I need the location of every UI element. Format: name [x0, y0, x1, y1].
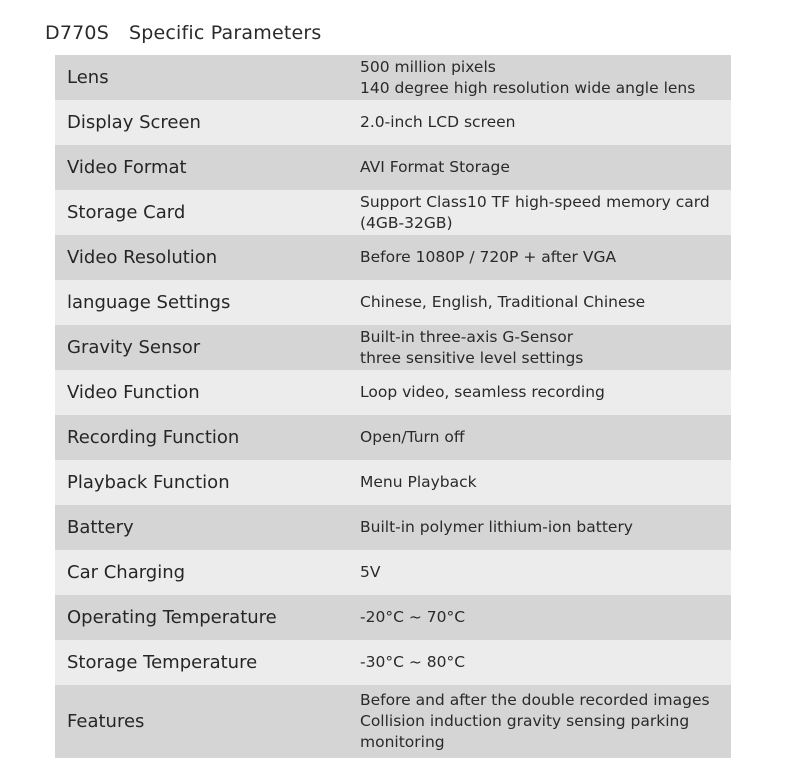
spec-label: language Settings — [67, 292, 231, 313]
spec-table-body — [55, 55, 731, 758]
spec-label: Video Format — [67, 157, 187, 178]
table-row — [55, 640, 731, 685]
table-row — [55, 550, 731, 595]
spec-value-line: monitoring — [360, 733, 445, 751]
spec-value-line: (4GB-32GB) — [360, 213, 453, 232]
spec-value — [360, 550, 731, 595]
spec-label: Features — [67, 711, 145, 732]
spec-value — [360, 100, 731, 145]
spec-value — [360, 640, 731, 685]
spec-value-line: Chinese, English, Traditional Chinese — [360, 293, 646, 311]
spec-value — [360, 505, 731, 550]
spec-value-line: Before and after the double recorded images — [360, 691, 710, 709]
spec-value-line: Built-in three-axis G-Sensor — [360, 327, 574, 346]
table-row — [55, 280, 731, 325]
spec-value — [360, 415, 731, 460]
spec-value-line: -20°C ~ 70°C — [360, 608, 466, 626]
spec-label: Lens — [67, 67, 109, 88]
table-row — [55, 190, 731, 235]
table-row — [55, 460, 731, 505]
table-row — [55, 55, 731, 100]
spec-value — [360, 685, 731, 758]
spec-value-line: 140 degree high resolution wide angle lens — [360, 78, 696, 97]
title-text: Specific Parameters — [128, 22, 322, 44]
spec-value-line: Loop video, seamless recording — [360, 383, 605, 401]
table-row — [55, 505, 731, 550]
table-row — [55, 235, 731, 280]
spec-label: Recording Function — [67, 427, 240, 448]
spec-value — [360, 190, 731, 235]
spec-value — [360, 325, 731, 370]
table-row — [55, 685, 731, 758]
table-row — [55, 370, 731, 415]
spec-value-line: Collision induction gravity sensing parking — [360, 712, 690, 730]
spec-value-line: three sensitive level settings — [360, 348, 584, 367]
spec-label: Display Screen — [67, 112, 201, 133]
spec-value — [360, 235, 731, 280]
spec-value-line: 2.0-inch LCD screen — [360, 113, 516, 131]
spec-value-line: AVI Format Storage — [360, 158, 510, 176]
spec-value — [360, 280, 731, 325]
spec-label: Operating Temperature — [67, 607, 277, 628]
spec-value-line: Built-in polymer lithium-ion battery — [360, 518, 633, 536]
spec-value-line: -30°C ~ 80°C — [360, 653, 466, 671]
spec-label: Storage Card — [67, 202, 186, 223]
spec-value — [360, 55, 731, 100]
spec-label: Car Charging — [67, 562, 186, 583]
spec-value-line: 500 million pixels — [360, 57, 496, 76]
spec-label: Video Function — [67, 382, 200, 403]
spec-label: Battery — [67, 517, 134, 538]
table-row — [55, 100, 731, 145]
spec-label: Playback Function — [67, 472, 230, 493]
spec-label: Storage Temperature — [67, 652, 258, 673]
table-row — [55, 595, 731, 640]
spec-label: Gravity Sensor — [67, 337, 201, 358]
table-row — [55, 415, 731, 460]
spec-value-line: Before 1080P / 720P + after VGA — [360, 248, 617, 266]
spec-value — [360, 595, 731, 640]
spec-label: Video Resolution — [67, 247, 218, 268]
page-title — [45, 22, 322, 44]
spec-value — [360, 145, 731, 190]
spec-value — [360, 370, 731, 415]
table-row — [55, 145, 731, 190]
model-name: D770S — [45, 22, 109, 44]
spec-value-line: 5V — [360, 563, 381, 581]
spec-table — [55, 55, 731, 758]
spec-value — [360, 460, 731, 505]
table-row — [55, 325, 731, 370]
spec-value-line: Menu Playback — [360, 473, 477, 491]
spec-value-line: Open/Turn off — [360, 428, 465, 446]
spec-value-line: Support Class10 TF high-speed memory card — [360, 192, 710, 211]
